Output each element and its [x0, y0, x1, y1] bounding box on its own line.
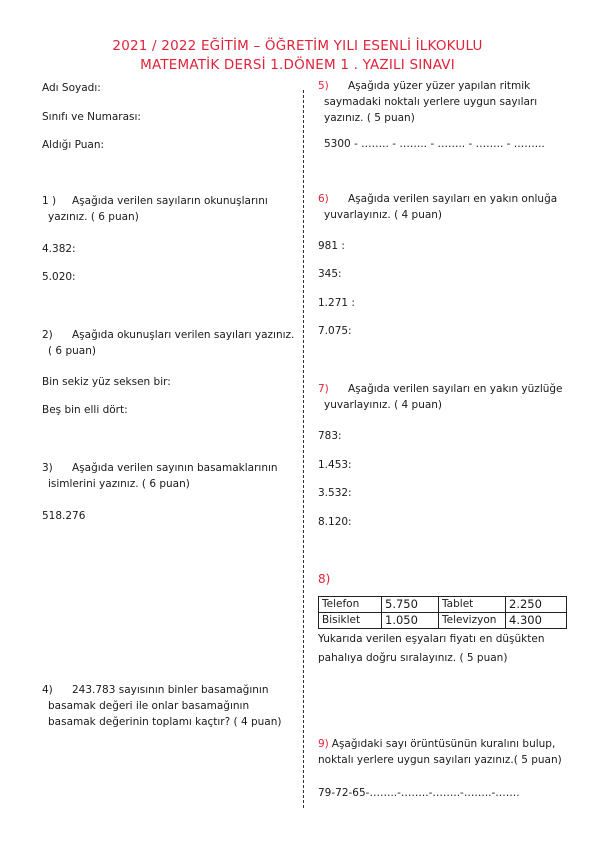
question-text: Aşağıda verilen sayının basamaklarının: [72, 462, 278, 474]
question-8-number: 8): [318, 572, 331, 586]
table-cell: Televizyon: [439, 613, 506, 629]
question-number: 9): [318, 738, 329, 750]
student-name-label: Adı Soyadı:: [42, 82, 101, 94]
question-2: [42, 327, 297, 359]
question-text: Aşağıda verilen sayıları en yakın yüzlüğe: [348, 383, 563, 395]
question-text-cont: yazınız. ( 6 puan): [48, 211, 139, 223]
table-cell: 2.250: [506, 597, 567, 613]
table-cell: Tablet: [439, 597, 506, 613]
exam-title-line2: MATEMATİK DERSİ 1.DÖNEM 1 . YAZILI SINAVI: [140, 57, 455, 73]
question-9: [318, 736, 588, 768]
question-5: [318, 78, 583, 126]
q2-item-2: Beş bin elli dört:: [42, 404, 128, 416]
question-text-cont: yuvarlayınız. ( 4 puan): [324, 399, 443, 411]
question-text-cont: basamak değeri ile onlar basamağının: [48, 700, 250, 712]
question-text: Aşağıda yüzer yüzer yapılan ritmik: [348, 80, 531, 92]
q9-sequence: 79-72-65-……..-……..-……..-……..-…….: [318, 787, 520, 799]
q7-item-3: 3.532:: [318, 487, 352, 499]
question-4: [42, 682, 300, 730]
question-number: 4): [42, 684, 53, 696]
q6-item-4: 7.075:: [318, 325, 352, 337]
student-score-label: Aldığı Puan:: [42, 139, 105, 151]
question-number: 3): [42, 462, 53, 474]
question-text: 243.783 sayısının binler basamağının: [72, 684, 269, 696]
question-number: 1 ): [42, 195, 57, 207]
table-cell: Telefon: [319, 597, 382, 613]
table-row: [319, 613, 567, 629]
q8-text-line1: Yukarıda verilen eşyaları fiyatı en düşükten: [318, 633, 545, 645]
table-cell: 5.750: [382, 597, 439, 613]
q6-item-3: 1.271 :: [318, 297, 355, 309]
q6-item-1: 981 :: [318, 240, 345, 252]
student-class-label: Sınıfı ve Numarası:: [42, 111, 141, 123]
question-text-cont: isimlerini yazınız. ( 6 puan): [48, 478, 190, 490]
question-text-cont: noktalı yerlere uygun sayıları yazınız.( 5 puan): [318, 754, 562, 766]
q7-item-1: 783:: [318, 430, 342, 442]
question-number: 5): [318, 80, 329, 92]
question-7: [318, 381, 583, 413]
q2-item-1: Bin sekiz yüz seksen bir:: [42, 376, 171, 388]
table-row: [319, 597, 567, 613]
question-text: Aşağıdaki sayı örüntüsünün kuralını bulup,: [331, 738, 556, 750]
question-text-cont: saymadaki noktalı yerlere uygun sayıları: [324, 96, 538, 108]
table-cell: Bisiklet: [319, 613, 382, 629]
question-number: 6): [318, 193, 329, 205]
q1-item-1: 4.382:: [42, 243, 76, 255]
question-text-cont: basamak değerinin toplamı kaçtır? ( 4 puan): [48, 716, 282, 728]
table-cell: 4.300: [506, 613, 567, 629]
price-table: [318, 596, 567, 629]
question-6: [318, 191, 583, 223]
question-text-cont: yazınız. ( 5 puan): [324, 112, 415, 124]
question-text: Aşağıda okunuşları verilen sayıları yazınız.: [72, 329, 295, 341]
question-text-cont: ( 6 puan): [48, 345, 96, 357]
q6-item-2: 345:: [318, 268, 342, 280]
column-divider: [303, 90, 304, 808]
q3-value: 518.276: [42, 510, 86, 522]
q7-item-4: 8.120:: [318, 516, 352, 528]
q5-sequence: 5300 - …….. - …….. - …….. - …….. - ……...: [324, 138, 545, 150]
question-text-cont: yuvarlayınız. ( 4 puan): [324, 209, 443, 221]
q1-item-2: 5.020:: [42, 271, 76, 283]
table-cell: 1.050: [382, 613, 439, 629]
q8-text-line2: pahalıya doğru sıralayınız. ( 5 puan): [318, 652, 508, 664]
question-text: Aşağıda verilen sayıların okunuşlarını: [72, 195, 268, 207]
exam-title-line1: 2021 / 2022 EĞİTİM – ÖĞRETİM YILI ESENLİ İLKOKULU: [112, 38, 483, 54]
question-1: [42, 193, 297, 225]
question-number: 7): [318, 383, 329, 395]
question-number: 2): [42, 329, 53, 341]
question-3: [42, 460, 297, 492]
q7-item-2: 1.453:: [318, 459, 352, 471]
question-text: Aşağıda verilen sayıları en yakın onluğa: [348, 193, 558, 205]
